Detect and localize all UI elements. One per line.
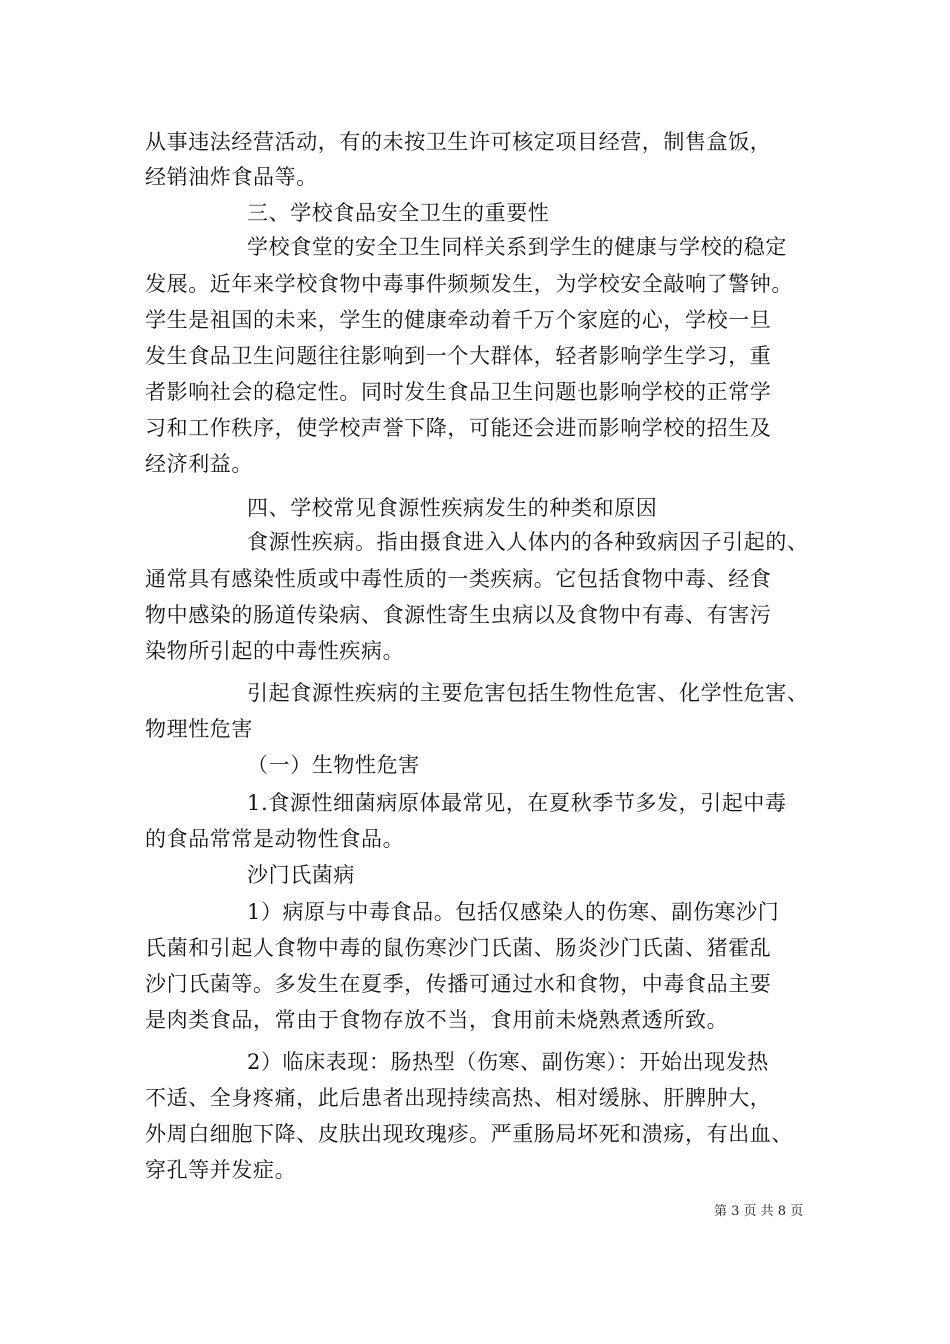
text-line: 发展。近年来学校食物中毒事件频频发生，为学校安全敲响了警钟。: [145, 272, 793, 296]
text-line: 的食品常常是动物性食品。: [145, 827, 405, 851]
text-line: 经销油炸食品等。: [145, 165, 318, 189]
text-line: 1）病原与中毒食品。包括仅感染人的伤寒、副伤寒沙门: [247, 900, 780, 924]
text-line: 不适、全身疼痛，此后患者出现持续高热、相对缓脉、肝脾肿大，: [145, 1086, 772, 1110]
text-line: 1.食源性细菌病原体最常见，在夏秋季节多发，引起中毒: [247, 791, 787, 815]
text-line: 发生食品卫生问题往往影响到一个大群体，轻者影响学生学习，重: [145, 344, 772, 368]
text-line: 是肉类食品，常由于食物存放不当，食用前未烧熟煮透所致。: [145, 1008, 729, 1032]
section-heading: 四、学校常见食源性疾病发生的种类和原因: [247, 496, 658, 520]
text-line: 沙门氏菌等。多发生在夏季，传播可通过水和食物，中毒食品主要: [145, 972, 772, 996]
text-line: 学校食堂的安全卫生同样关系到学生的健康与学校的稳定: [247, 235, 787, 259]
text-line: 学生是祖国的未来，学生的健康牵动着千万个家庭的心，学校一旦: [145, 308, 772, 332]
text-line: 氏菌和引起人食物中毒的鼠伤寒沙门氏菌、肠炎沙门氏菌、猪霍乱: [145, 936, 772, 960]
text-line: 习和工作秩序，使学校声誉下降，可能还会进而影响学校的招生及: [145, 416, 772, 440]
text-line: 食源性疾病。指由摄食进入人体内的各种致病因子引起的、: [247, 530, 809, 554]
subsection-heading: （一）生物性危害: [247, 753, 420, 777]
text-line: 者影响社会的稳定性。同时发生食品卫生问题也影响学校的正常学: [145, 380, 772, 404]
text-line: 物理性危害: [145, 717, 253, 741]
subsection-heading: 沙门氏菌病: [247, 863, 355, 887]
text-line: 引起食源性疾病的主要危害包括生物性危害、化学性危害、: [247, 681, 809, 705]
text-line: 经济利益。: [145, 452, 253, 476]
text-line: 外周白细胞下降、皮肤出现玫瑰疹。严重肠局坏死和溃疡，有出血、: [145, 1122, 793, 1146]
text-line: 染物所引起的中毒性疾病。: [145, 639, 405, 663]
text-line: 从事违法经营活动，有的未按卫生许可核定项目经营，制售盒饭，: [145, 130, 772, 154]
section-heading: 三、学校食品安全卫生的重要性: [247, 201, 550, 225]
text-line: 通常具有感染性质或中毒性质的一类疾病。它包括食物中毒、经食: [145, 567, 772, 591]
text-line: 2）临床表现：肠热型（伤寒、副伤寒）：开始出现发热: [247, 1050, 769, 1074]
text-line: 物中感染的肠道传染病、食源性寄生虫病以及食物中有毒、有害污: [145, 603, 772, 627]
text-line: 穿孔等并发症。: [145, 1158, 297, 1182]
page-number-footer: 第 3 页 共 8 页: [714, 1204, 804, 1219]
